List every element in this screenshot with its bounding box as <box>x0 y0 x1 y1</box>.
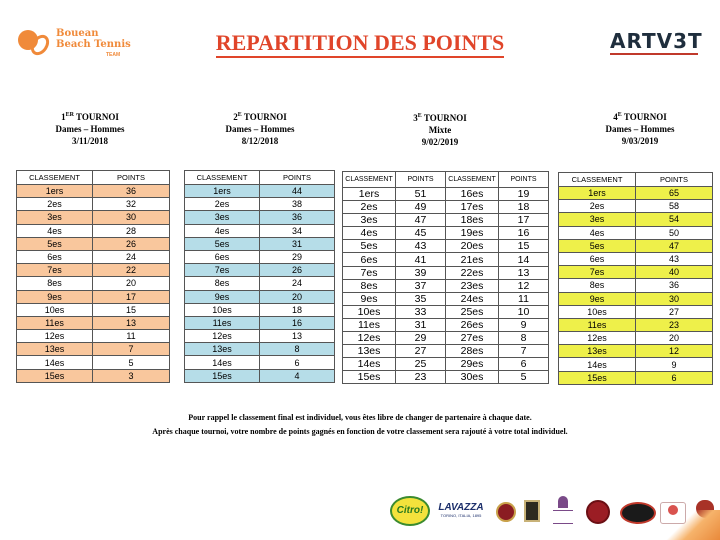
table-row <box>185 185 335 198</box>
points-cell: 29 <box>260 250 335 263</box>
logo-line-2: Beach Tennis <box>56 39 131 50</box>
points-cell: 6 <box>260 356 335 369</box>
lavazza-logo: LAVAZZA TORINO, ITALIA, 1895 <box>438 502 484 518</box>
col-header-points: POINTS <box>260 171 335 185</box>
table-row <box>343 358 549 371</box>
rank-cell-2: 19es <box>446 227 499 240</box>
points-cell-2: 19 <box>499 188 549 201</box>
table-row <box>343 292 549 305</box>
table-row <box>185 264 335 277</box>
rank-cell-2: 16es <box>446 188 499 201</box>
table-row <box>17 198 170 211</box>
table-row <box>559 200 713 213</box>
points-cell-2: 10 <box>499 305 549 318</box>
points-cell: 15 <box>93 303 170 316</box>
table-row <box>559 305 713 318</box>
rank-cell: 12es <box>343 332 396 345</box>
points-cell: 65 <box>636 187 713 200</box>
rank-cell: 13es <box>185 343 260 356</box>
points-cell-2: 6 <box>499 358 549 371</box>
rank-cell: 9es <box>17 290 93 303</box>
rank-cell: 7es <box>17 264 93 277</box>
points-cell-2: 9 <box>499 318 549 331</box>
table-row <box>343 214 549 227</box>
table-row <box>559 371 713 384</box>
rank-cell: 13es <box>17 343 93 356</box>
rank-cell-2: 26es <box>446 318 499 331</box>
note-line-1: Pour rappel le classement final est individuel, vous êtes libre de changer de partenaire à chaque date. <box>188 413 532 422</box>
points-cell: 3 <box>93 369 170 382</box>
table-row <box>559 358 713 371</box>
table-row <box>343 318 549 331</box>
rank-cell-2: 24es <box>446 292 499 305</box>
rank-cell: 3es <box>559 213 636 226</box>
rank-cell: 6es <box>559 252 636 265</box>
table-row <box>343 345 549 358</box>
seal-logo <box>586 500 610 524</box>
col-header-classement: CLASSEMENT <box>185 171 260 185</box>
rank-cell-2: 18es <box>446 214 499 227</box>
table-row <box>17 250 170 263</box>
table-row <box>559 345 713 358</box>
table-row <box>17 369 170 382</box>
points-cell: 37 <box>396 279 446 292</box>
points-cell: 28 <box>93 224 170 237</box>
table-row <box>17 316 170 329</box>
badge-logo <box>524 500 540 522</box>
rank-cell: 7es <box>185 264 260 277</box>
points-cell: 45 <box>396 227 446 240</box>
points-cell: 26 <box>260 264 335 277</box>
points-cell: 47 <box>396 214 446 227</box>
points-cell-2: 15 <box>499 240 549 253</box>
rank-cell: 5es <box>559 239 636 252</box>
rank-cell: 14es <box>343 358 396 371</box>
rank-cell: 1ers <box>343 188 396 201</box>
caves-logo <box>552 496 574 526</box>
rank-cell: 8es <box>185 277 260 290</box>
table-row <box>185 277 335 290</box>
col-header-points: POINTS <box>93 171 170 185</box>
points-cell: 32 <box>93 198 170 211</box>
table-row <box>343 332 549 345</box>
points-cell: 50 <box>636 226 713 239</box>
table-row <box>17 330 170 343</box>
rank-cell: 5es <box>185 237 260 250</box>
rank-cell: 10es <box>17 303 93 316</box>
table-row <box>17 185 170 198</box>
rank-cell: 11es <box>343 318 396 331</box>
rank-cell: 5es <box>343 240 396 253</box>
points-cell: 49 <box>396 201 446 214</box>
rank-cell: 4es <box>17 224 93 237</box>
rank-cell: 12es <box>559 332 636 345</box>
rank-cell: 12es <box>17 330 93 343</box>
rank-cell: 9es <box>185 290 260 303</box>
table-row <box>559 226 713 239</box>
points-cell: 17 <box>93 290 170 303</box>
rank-cell-2: 22es <box>446 266 499 279</box>
table-row <box>559 266 713 279</box>
points-cell: 27 <box>396 345 446 358</box>
rank-cell: 9es <box>559 292 636 305</box>
rank-cell: 2es <box>17 198 93 211</box>
points-cell-2: 11 <box>499 292 549 305</box>
artvbt-logo: ARTV3T <box>610 29 703 53</box>
points-cell: 39 <box>396 266 446 279</box>
table-row <box>185 356 335 369</box>
col-header-classement: CLASSEMENT <box>17 171 93 185</box>
citro-logo: Citro! <box>390 496 430 526</box>
col-header-points: POINTS <box>636 173 713 187</box>
tournament-3-table <box>342 171 549 384</box>
points-cell: 22 <box>93 264 170 277</box>
points-cell-2: 12 <box>499 279 549 292</box>
points-cell: 25 <box>396 358 446 371</box>
table-row <box>17 237 170 250</box>
table-row <box>343 266 549 279</box>
points-cell: 27 <box>636 305 713 318</box>
points-cell: 43 <box>636 252 713 265</box>
rank-cell: 7es <box>559 266 636 279</box>
rank-cell: 15es <box>343 371 396 384</box>
table-row <box>185 369 335 382</box>
rank-cell-2: 29es <box>446 358 499 371</box>
points-cell: 12 <box>636 345 713 358</box>
table-row <box>343 279 549 292</box>
rank-cell: 2es <box>343 201 396 214</box>
points-cell-2: 5 <box>499 371 549 384</box>
rank-cell: 14es <box>17 356 93 369</box>
table-row <box>343 201 549 214</box>
rank-cell-2: 28es <box>446 345 499 358</box>
tournament-1-table <box>16 170 170 383</box>
points-cell: 54 <box>636 213 713 226</box>
page-title: REPARTITION DES POINTS <box>0 30 720 56</box>
rank-cell: 8es <box>343 279 396 292</box>
rank-cell: 2es <box>185 198 260 211</box>
rank-cell: 3es <box>343 214 396 227</box>
corner-decoration <box>660 510 720 540</box>
rank-cell: 7es <box>343 266 396 279</box>
points-cell: 51 <box>396 188 446 201</box>
table-row <box>17 343 170 356</box>
rank-cell: 6es <box>17 250 93 263</box>
rank-cell: 1ers <box>185 185 260 198</box>
points-cell-2: 13 <box>499 266 549 279</box>
rank-cell: 6es <box>185 250 260 263</box>
table-row <box>185 330 335 343</box>
table-row <box>343 188 549 201</box>
rank-cell-2: 23es <box>446 279 499 292</box>
rank-cell: 8es <box>559 279 636 292</box>
tournament-2-header: $2^E$ TOURNOI Dames – Hommes 8/12/2018 <box>225 112 295 146</box>
rank-cell: 2es <box>559 200 636 213</box>
table-row <box>559 213 713 226</box>
table-row <box>185 343 335 356</box>
points-cell: 8 <box>260 343 335 356</box>
rank-cell: 10es <box>185 303 260 316</box>
points-cell: 41 <box>396 253 446 266</box>
points-cell: 30 <box>636 292 713 305</box>
logo-line-3: TEAM <box>106 52 121 58</box>
points-cell: 26 <box>93 237 170 250</box>
rank-cell: 4es <box>559 226 636 239</box>
rank-cell: 4es <box>343 227 396 240</box>
points-cell-2: 7 <box>499 345 549 358</box>
rank-cell-2: 25es <box>446 305 499 318</box>
rank-cell-2: 27es <box>446 332 499 345</box>
table-row <box>559 239 713 252</box>
rank-cell: 11es <box>17 316 93 329</box>
tournament-3-header: $3^E$ TOURNOI Mixte 9/02/2019 <box>413 113 467 147</box>
rank-cell-2: 20es <box>446 240 499 253</box>
points-cell: 33 <box>396 305 446 318</box>
oval-logo <box>620 502 656 524</box>
table-row <box>185 303 335 316</box>
table-row <box>185 198 335 211</box>
table-row <box>559 252 713 265</box>
points-cell: 11 <box>93 330 170 343</box>
rank-cell: 1ers <box>559 187 636 200</box>
points-cell: 24 <box>260 277 335 290</box>
rank-cell: 10es <box>559 305 636 318</box>
points-cell: 13 <box>93 316 170 329</box>
points-cell: 23 <box>636 318 713 331</box>
points-cell: 40 <box>636 266 713 279</box>
rank-cell-2: 21es <box>446 253 499 266</box>
col-header-classement-2: CLASSEMENT <box>446 172 499 188</box>
points-cell-2: 18 <box>499 201 549 214</box>
points-cell: 36 <box>260 211 335 224</box>
points-cell-2: 8 <box>499 332 549 345</box>
rank-cell: 13es <box>559 345 636 358</box>
rank-cell: 15es <box>559 371 636 384</box>
rank-cell: 12es <box>185 330 260 343</box>
rank-cell: 11es <box>559 318 636 331</box>
rank-cell: 13es <box>343 345 396 358</box>
rank-cell: 3es <box>185 211 260 224</box>
col-header-points-2: POINTS <box>499 172 549 188</box>
rank-cell: 8es <box>17 277 93 290</box>
table-row <box>559 318 713 331</box>
rank-cell: 4es <box>185 224 260 237</box>
points-cell: 20 <box>260 290 335 303</box>
rank-cell: 14es <box>559 358 636 371</box>
table-row <box>559 279 713 292</box>
table-row <box>185 250 335 263</box>
table-row <box>17 277 170 290</box>
rank-cell-2: 17es <box>446 201 499 214</box>
table-row <box>559 292 713 305</box>
rank-cell: 14es <box>185 356 260 369</box>
table-row <box>17 264 170 277</box>
table-row <box>17 303 170 316</box>
table-row <box>185 211 335 224</box>
rank-cell: 5es <box>17 237 93 250</box>
table-row <box>17 211 170 224</box>
rank-cell-2: 30es <box>446 371 499 384</box>
points-cell: 31 <box>396 318 446 331</box>
table-row <box>343 240 549 253</box>
points-cell: 58 <box>636 200 713 213</box>
table-row <box>559 332 713 345</box>
points-cell: 38 <box>260 198 335 211</box>
points-cell-2: 16 <box>499 227 549 240</box>
col-header-classement: CLASSEMENT <box>559 173 636 187</box>
points-cell: 16 <box>260 316 335 329</box>
rank-cell: 3es <box>17 211 93 224</box>
col-header-classement: CLASSEMENT <box>343 172 396 188</box>
logo-line-1: Bouean <box>56 28 99 39</box>
tournament-4-header: $4^E$ TOURNOI Dames – Hommes 9/03/2019 <box>605 112 675 146</box>
points-cell-2: 17 <box>499 214 549 227</box>
points-cell: 35 <box>396 292 446 305</box>
table-row <box>343 253 549 266</box>
table-row <box>185 237 335 250</box>
points-cell: 23 <box>396 371 446 384</box>
table-row <box>185 224 335 237</box>
table-row <box>17 356 170 369</box>
points-cell: 30 <box>93 211 170 224</box>
points-cell: 18 <box>260 303 335 316</box>
rank-cell: 15es <box>185 369 260 382</box>
points-cell-2: 14 <box>499 253 549 266</box>
rank-cell: 11es <box>185 316 260 329</box>
fiat-logo <box>496 502 516 522</box>
col-header-points: POINTS <box>396 172 446 188</box>
table-row <box>185 316 335 329</box>
points-cell: 6 <box>636 371 713 384</box>
tournament-2-table <box>184 170 335 383</box>
points-cell: 20 <box>636 332 713 345</box>
note-line-2: Après chaque tournoi, votre nombre de points gagnés en fonction de votre classement sera rajouté à votre total individuel. <box>152 427 568 436</box>
rank-cell: 15es <box>17 369 93 382</box>
points-cell: 13 <box>260 330 335 343</box>
tournament-4-table <box>558 172 713 385</box>
table-row <box>17 290 170 303</box>
points-cell: 36 <box>636 279 713 292</box>
points-cell: 44 <box>260 185 335 198</box>
points-cell: 5 <box>93 356 170 369</box>
rank-cell: 1ers <box>17 185 93 198</box>
points-cell: 4 <box>260 369 335 382</box>
points-cell: 43 <box>396 240 446 253</box>
points-cell: 29 <box>396 332 446 345</box>
rank-cell: 9es <box>343 292 396 305</box>
table-row <box>343 371 549 384</box>
points-cell: 24 <box>93 250 170 263</box>
points-cell: 31 <box>260 237 335 250</box>
points-cell: 7 <box>93 343 170 356</box>
table-row <box>17 224 170 237</box>
points-cell: 34 <box>260 224 335 237</box>
rank-cell: 10es <box>343 305 396 318</box>
points-cell: 20 <box>93 277 170 290</box>
table-row <box>343 305 549 318</box>
rank-cell: 6es <box>343 253 396 266</box>
points-cell: 47 <box>636 239 713 252</box>
tournament-1-header: 1ER TOURNOI Dames – Hommes 3/11/2018 <box>55 112 125 146</box>
table-row <box>185 290 335 303</box>
points-cell: 9 <box>636 358 713 371</box>
table-row <box>559 187 713 200</box>
points-cell: 36 <box>93 185 170 198</box>
table-row <box>343 227 549 240</box>
